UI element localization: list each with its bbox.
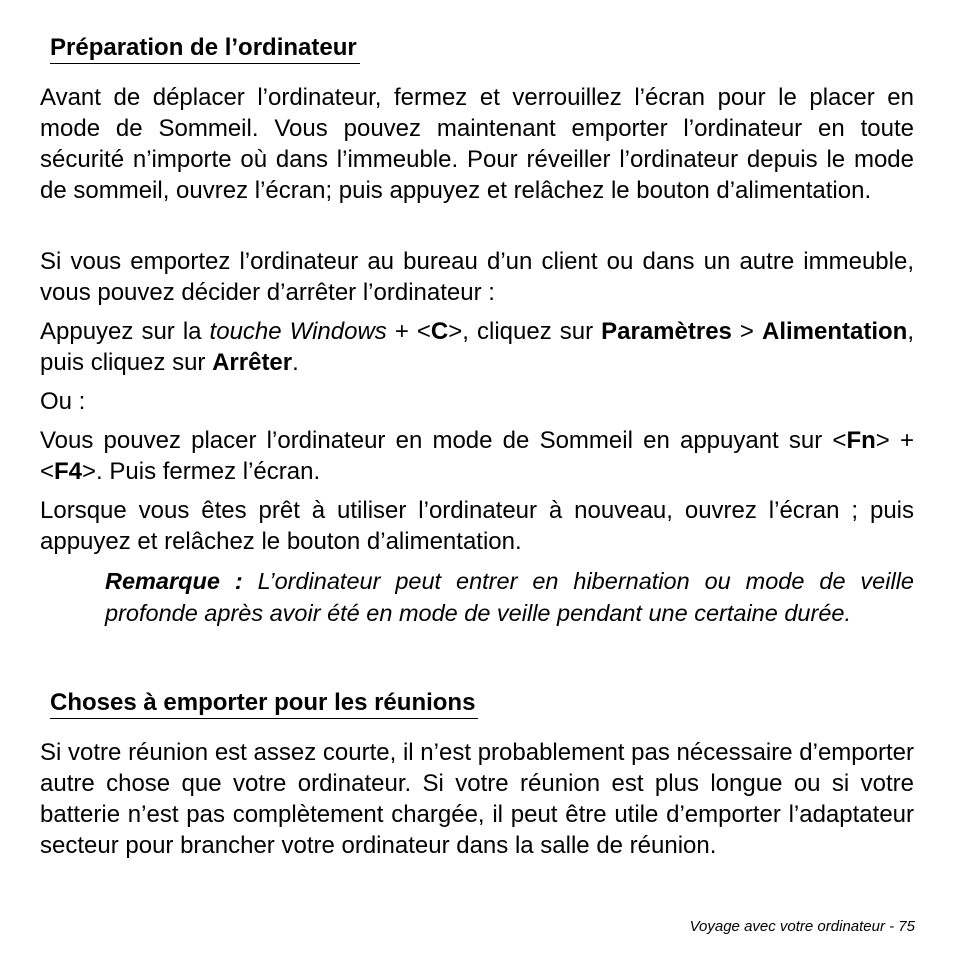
key-c: C: [430, 318, 449, 345]
paragraph-sleep-shortcut: [40, 425, 914, 487]
paragraph-or: Ou :: [40, 388, 86, 415]
section-heading-preparation: Préparation de l’ordinateur: [50, 33, 360, 64]
paragraph-resume-use: Lorsque vous êtes prêt à utiliser l’ordinateur à nouveau, ouvrez l’écran ; puis appuyez et relâchez le bouton d’alimentation.: [40, 497, 914, 555]
text-segment: + <: [386, 318, 431, 345]
page-footer: Voyage avec votre ordinateur - 75: [689, 918, 915, 935]
text-segment: .: [292, 349, 299, 376]
text-segment: >. Puis fermez l’écran.: [82, 458, 321, 485]
text-segment: >: [731, 318, 762, 345]
paragraph-meetings: Si votre réunion est assez courte, il n’est probablement pas nécessaire d’emporter autre chose que votre ordinateur. Si votre réunion est plus longue ou si votre batterie n’est pas complètement chargée, il peut être utile d’emporter l’adaptateur secteur pour brancher votre ordinateur dans la salle de réunion.: [40, 739, 914, 859]
note-text: L’ordinateur peut entrer en hibernation ou mode de veille profonde après avoir été en mode de veille pendant une certaine durée.: [105, 568, 914, 626]
paragraph-shutdown-instructions: [40, 316, 914, 378]
shutdown-text: Arrêter: [212, 349, 293, 376]
text-segment: >, cliquez sur: [448, 318, 602, 345]
section-heading-meetings: Choses à emporter pour les réunions: [50, 688, 478, 719]
paragraph-client-office: Si vous emportez l’ordinateur au bureau d’un client ou dans un autre immeuble, vous pouvez décider d’arrêter l’ordinateur :: [40, 248, 914, 306]
text-segment: Appuyez sur la: [40, 318, 210, 345]
paragraph-before-moving: Avant de déplacer l’ordinateur, fermez et verrouillez l’écran pour le placer en mode de Sommeil. Vous pouvez maintenant emporter l’ordinateur en toute sécurité n’importe où dans l’immeuble. Pour réveiller l’ordinateur depuis le mode de sommeil, ouvrez l’écran; puis appuyez et relâchez le bouton d’alimentation.: [40, 84, 914, 204]
text-segment: , puis cliquez sur: [40, 318, 915, 376]
key-fn: Fn: [846, 427, 876, 454]
note-block: [105, 565, 914, 629]
power-text: Alimentation: [762, 318, 908, 345]
settings-text: Paramètres: [601, 318, 732, 345]
note-label: Remarque :: [105, 568, 243, 594]
text-segment: > + <: [40, 427, 914, 485]
key-f4: F4: [54, 458, 83, 485]
text-segment: Vous pouvez placer l’ordinateur en mode de Sommeil en appuyant sur <: [40, 427, 847, 454]
windows-key-text: touche Windows: [209, 318, 387, 345]
